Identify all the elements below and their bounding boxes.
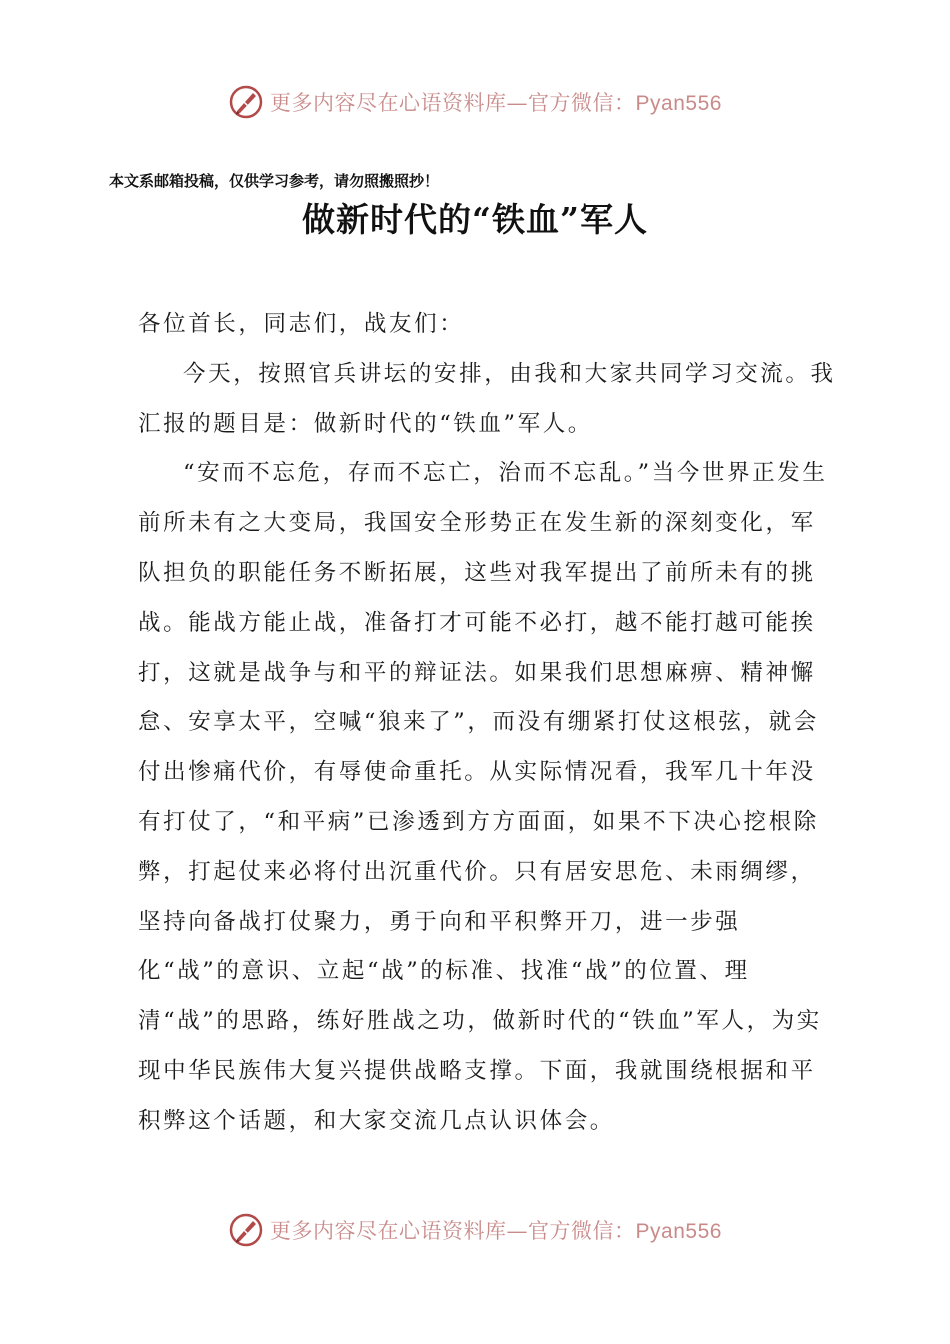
document-body xyxy=(138,300,838,1147)
intro-paragraph: 今天，按照官兵讲坛的安排，由我和大家共同学习交流。我汇报的题目是：做新时代的“铁血”军人。 xyxy=(138,360,836,437)
header-watermark xyxy=(0,82,950,122)
pen-logo-icon xyxy=(228,84,264,120)
main-paragraph: “安而不忘危，存而不忘亡，治而不忘乱。”当今世界正发生前所未有之大变局，我国安全形势正在发生新的深刻变化，军队担负的职能任务不断拓展，这些对我军提出了前所未有的挑战。能战方能止战，准备打才可能不必打，越不能打越可能挨打，这就是战争与和平的辩证法。如果我们思想麻痹、精神懈怠、安享太平，空喊“狼来了”，而没有绷紧打仗这根弦，就会付出惨痛代价，有辱使命重托。从实际情况看，我军几十年没有打仗了，“和平病”已渗透到方方面面，如果不下决心挖根除弊，打起仗来必将付出沉重代价。只有居安思危、未雨绸缪，坚持向备战打仗聚力，勇于向和平积弊开刀，进一步强化“战”的意识、立起“战”的标准、找准“战”的位置、理清“战”的思路，练好胜战之功，做新时代的“铁血”军人，为实现中华民族伟大复兴提供战略支撑。下面，我就围绕根据和平积弊这个话题，和大家交流几点认识体会。 xyxy=(138,460,828,1134)
watermark-text: 更多内容尽在心语资料库—官方微信：Pyan556 xyxy=(270,91,722,115)
submission-notice: 本文系邮箱投稿，仅供学习参考，请勿照搬照抄！ xyxy=(109,172,440,190)
page-title: 做新时代的“铁血”军人 xyxy=(302,200,648,239)
watermark-wechat-id: Pyan556 xyxy=(635,92,722,115)
pen-logo-icon xyxy=(228,1212,264,1248)
salutation-paragraph: 各位首长，同志们，战友们： xyxy=(138,311,465,337)
watermark-text: 更多内容尽在心语资料库—官方微信：Pyan556 xyxy=(270,1219,722,1243)
footer-watermark xyxy=(0,1210,950,1250)
watermark-wechat-id: Pyan556 xyxy=(635,1220,722,1243)
